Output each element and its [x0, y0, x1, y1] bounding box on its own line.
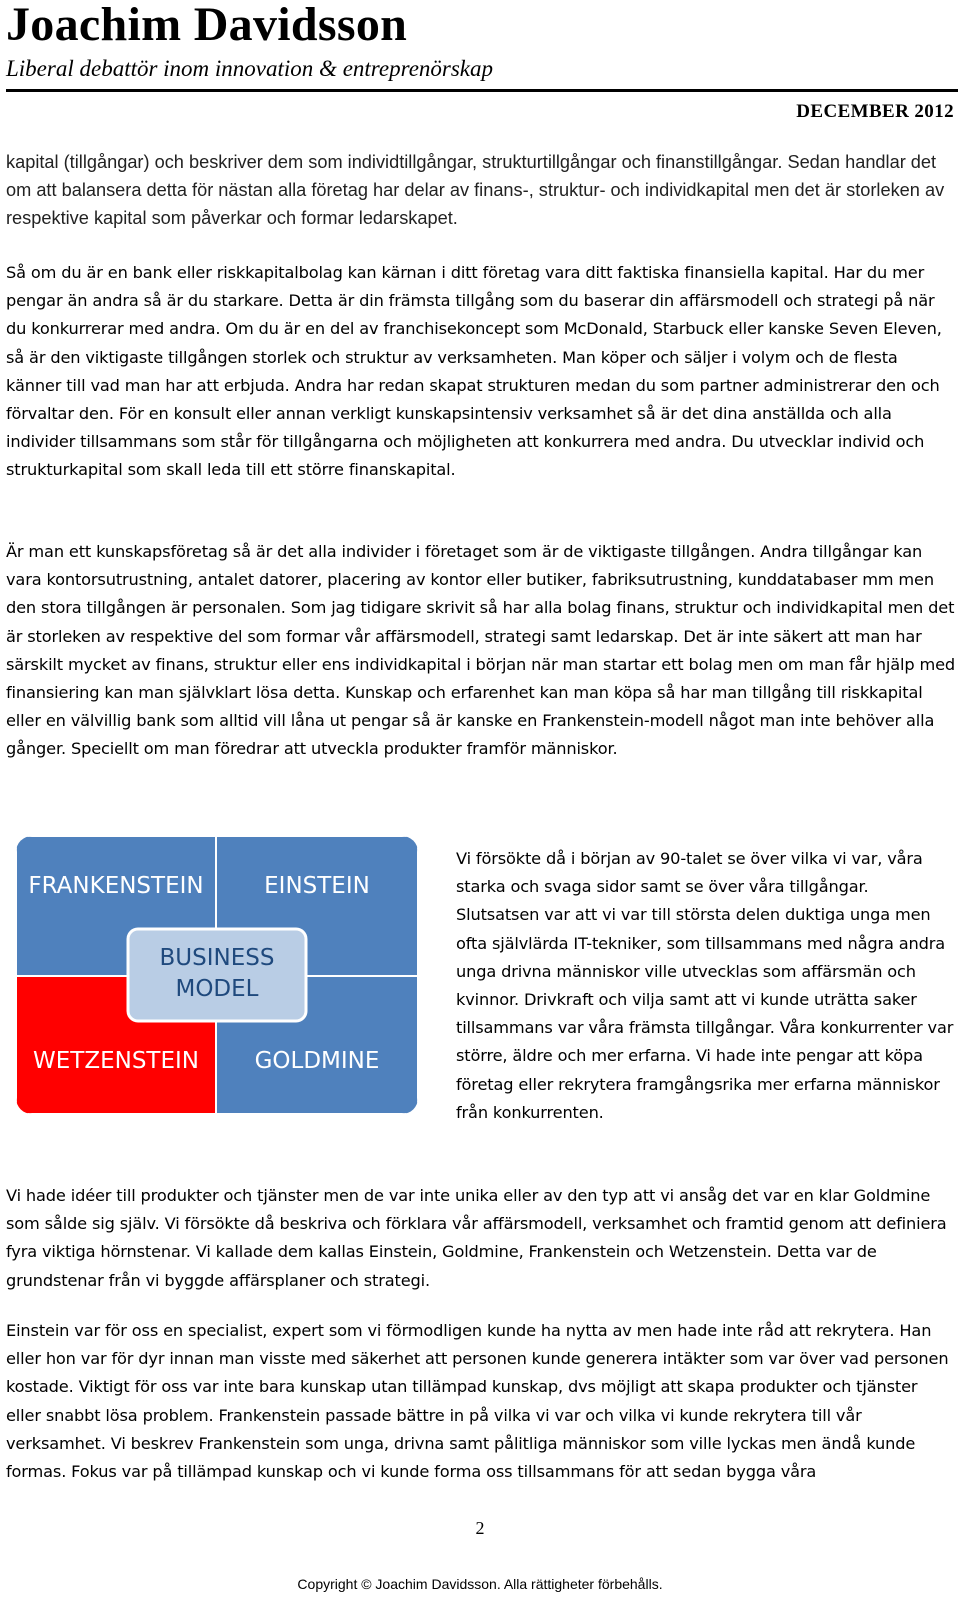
label-business: BUSINESS: [159, 945, 275, 971]
issue-date: DECEMBER 2012: [796, 101, 954, 122]
masthead: [6, 0, 958, 92]
copyright-notice: Copyright © Joachim Davidsson. Alla rättigheter förbehålls.: [297, 1576, 663, 1592]
paragraph-einstein-frankenstein: Einstein var för oss en specialist, expert som vi förmodligen kunde ha nytta av men hade inte råd att rekrytera. Han eller hon var för dyr innan man visste med säkerhet att personen kunde generera intäkter som var över vad personen kostade. Viktigt för oss var inte bara kunskap utan tillämpad kunskap, dvs möjligt att skapa produkter och tjänster eller snabbt lösa problem. Frankenstein passade bättre in på vilka vi var och vilka vi kunde rekrytera till vår verksamhet. Vi beskrev Frankenstein som unga, drivna samt pålitliga människor som ville lyckas men ändå kunde formas. Fokus var på tillämpad kunskap och vi kunde forma oss tillsammans för att sedan bygga våra: [6, 1321, 949, 1482]
author-name: Joachim Davidsson: [6, 0, 408, 51]
paragraph-cornerstones: Vi hade idéer till produkter och tjänster men de var inte unika eller av den typ att vi ansåg det var en klar Goldmine som sålde sig själv. Vi försökte då beskriva och förklara vår affärsmodell, verksamhet och framtid genom att definiera fyra viktiga hörnstenar. Vi kallade dem kallas Einstein, Goldmine, Frankenstein och Wetzenstein. Detta var de grundstenar från vi byggde affärsplaner och strategi.: [6, 1186, 947, 1290]
label-einstein: EINSTEIN: [264, 873, 370, 899]
paragraph-knowledge-company: Är man ett kunskapsföretag så är det alla individer i företaget som är de viktigaste tillgången. Andra tillgångar kan vara kontorsutrustning, antalet datorer, placering av kontor eller butiker, fabriksutrustning, kunddatabaser mm men den stora tillgången är personalen. Som jag tidigare skrivit så har alla bolag finans, struktur och individkapital men det är storleken av respektive del som formar vår affärsmodell, strategi samt ledarskap. Det är inte säkert att man har särskilt mycket av finans, struktur eller ens individkapital i början när man startar ett bolag men om man får hjälp med finansiering kan man självklart lösa detta. Kunskap och erfarenhet kan man köpa så har man tillgång till riskkapital eller en välvillig bank som alltid vill låna ut pengar så är kanske en Frankenstein-modell något man inte behöver alla gånger. Speciellt om man föredrar att utveckla produkter framför människor.: [6, 542, 956, 759]
business-model-figure: [16, 836, 426, 1118]
label-goldmine: GOLDMINE: [254, 1048, 380, 1074]
paragraph-capital-types: kapital (tillgångar) och beskriver dem som individtillgångar, strukturtillgångar och finanstillgångar. Sedan handlar det om att balansera detta för nästan alla företag har delar av finans-, struktur- och individkapital men det är storleken av respektive kapital som påverkar och formar ledarskapet.: [6, 152, 945, 229]
page-number: 2: [475, 1518, 485, 1538]
business-model-diagram: [16, 836, 426, 1118]
label-frankenstein: FRANKENSTEIN: [28, 873, 204, 899]
label-wetzenstein: WETZENSTEIN: [33, 1048, 199, 1074]
author-tagline: Liberal debattör inom innovation & entreprenörskap: [6, 56, 494, 81]
paragraph-bank-franchise: Så om du är en bank eller riskkapitalbolag kan kärnan i ditt företag vara ditt faktiska finansiella kapital. Har du mer pengar än andra så är du starkare. Detta är din främsta tillgång som du baserar din affärsmodell och strategi på när du konkurrerar med andra. Om du är en del av franchisekoncept som McDonald, Starbuck eller kanske Seven Eleven, så är den viktigaste tillgången storlek och struktur av verksamheten. Man köper och säljer i volym och de flesta känner till vad man har att erbjuda. Andra har redan skapat strukturen medan du som partner administrerar den och förvaltar den. För en konsult eller annan verkligt kunskapsintensiv verksamhet så är det dina anställda och alla individer tillsammans som står för tillgångarna och möjligheten att konkurrera med andra. Du utvecklar individ och strukturkapital som skall leda till ett större finanskapital.: [6, 263, 942, 480]
label-model: MODEL: [175, 976, 259, 1002]
paragraph-early-nineties: Vi försökte då i början av 90-talet se över vilka vi var, våra starka och svaga sidor samt se över våra tillgångar. Slutsatsen var att vi var till största delen duktiga unga men ofta självlärda IT-tekniker, som tillsammans med några andra unga drivna människor ville utvecklas som affärsmän och kvinnor. Drivkraft och vilja samt att vi kunde uträtta saker tillsammans var våra främsta tillgångar. Våra konkurrenter var större, äldre och mer erfarna. Vi hade inte pengar att köpa företag eller rekrytera framgångsrika mer erfarna människor från konkurrenten.: [456, 849, 954, 1122]
center-box: [128, 929, 306, 1021]
